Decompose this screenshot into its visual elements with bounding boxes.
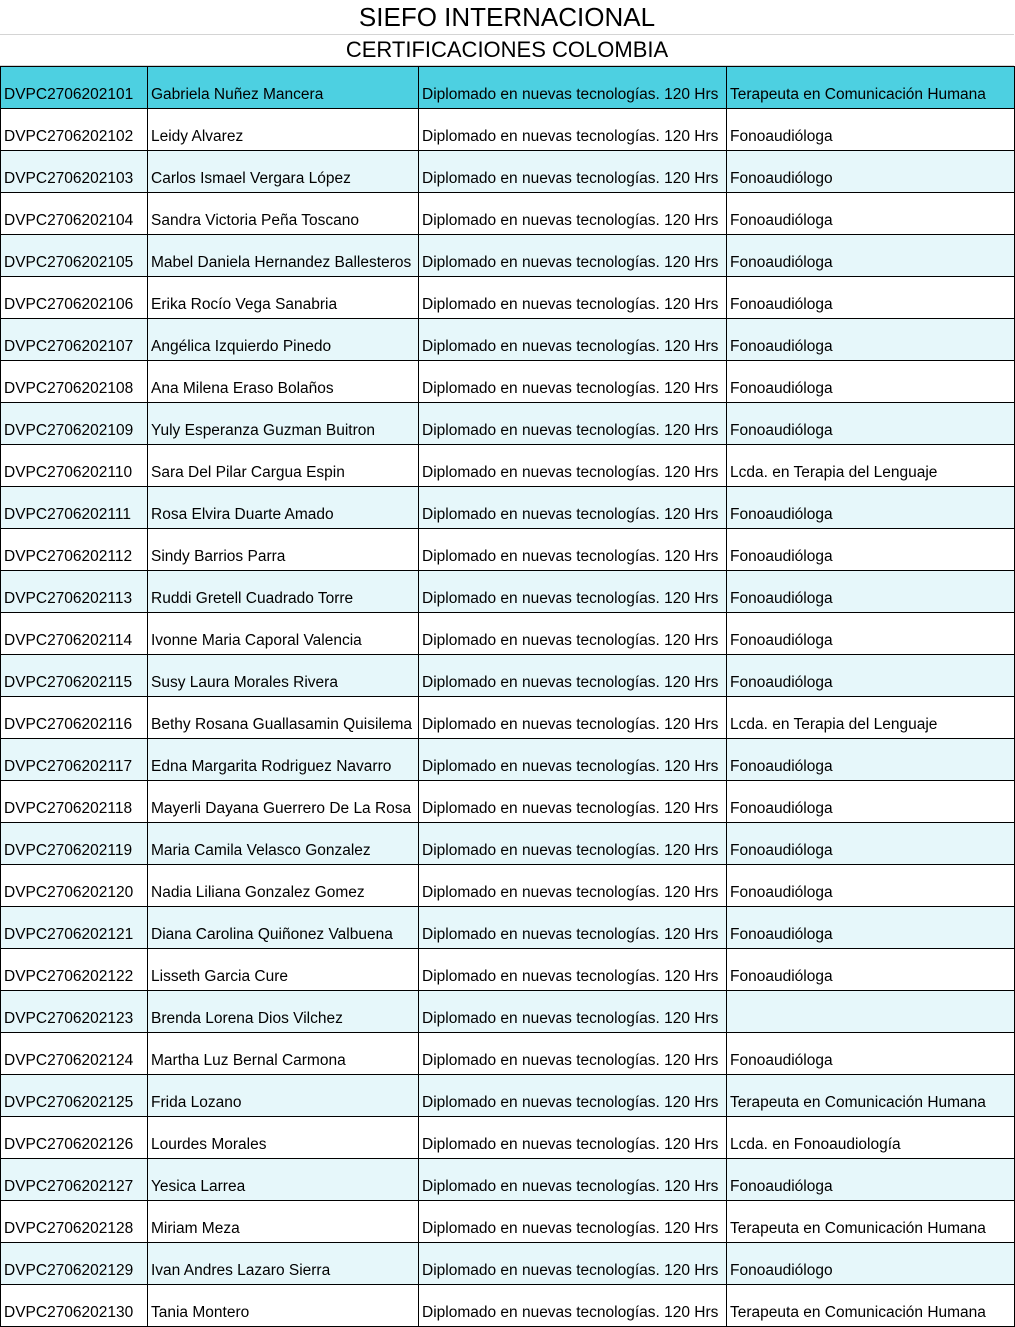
cell-course[interactable]: Diplomado en nuevas tecnologías. 120 Hrs	[419, 1201, 727, 1243]
cell-student-name[interactable]: Sandra Victoria Peña Toscano	[148, 193, 419, 235]
page-subtitle: CERTIFICACIONES COLOMBIA	[345, 37, 669, 62]
cell-certificate-id[interactable]: DVPC2706202103	[1, 151, 148, 193]
cell-profession[interactable]: Terapeuta en Comunicación Humana	[727, 1201, 1015, 1243]
table-row	[1, 403, 1015, 445]
table-row	[1, 907, 1015, 949]
cell-certificate-id[interactable]: DVPC2706202116	[1, 697, 148, 739]
cell-profession[interactable]: Fonoaudiólogo	[727, 151, 1015, 193]
cell-course[interactable]: Diplomado en nuevas tecnologías. 120 Hrs	[419, 67, 727, 109]
cell-course[interactable]: Diplomado en nuevas tecnologías. 120 Hrs	[419, 613, 727, 655]
cell-course[interactable]: Diplomado en nuevas tecnologías. 120 Hrs	[419, 277, 727, 319]
table-row	[1, 865, 1015, 907]
cell-course[interactable]: Diplomado en nuevas tecnologías. 120 Hrs	[419, 487, 727, 529]
cell-student-name[interactable]: Ruddi Gretell Cuadrado Torre	[148, 571, 419, 613]
cell-student-name[interactable]: Susy Laura Morales Rivera	[148, 655, 419, 697]
cell-student-name[interactable]: Lourdes Morales	[148, 1117, 419, 1159]
cell-student-name[interactable]: Ivonne Maria Caporal Valencia	[148, 613, 419, 655]
cell-course[interactable]: Diplomado en nuevas tecnologías. 120 Hrs	[419, 403, 727, 445]
table-row	[1, 445, 1015, 487]
cell-certificate-id[interactable]: DVPC2706202120	[1, 865, 148, 907]
cell-certificate-id[interactable]: DVPC2706202106	[1, 277, 148, 319]
cell-profession[interactable]: Lcda. en Terapia del Lenguaje	[727, 697, 1015, 739]
cell-student-name[interactable]: Yesica Larrea	[148, 1159, 419, 1201]
table-row	[1, 1117, 1015, 1159]
cell-certificate-id[interactable]: DVPC2706202101	[1, 67, 148, 109]
certifications-table-body	[1, 67, 1015, 1327]
cell-certificate-id[interactable]: DVPC2706202112	[1, 529, 148, 571]
table-row	[1, 1243, 1015, 1285]
cell-profession[interactable]: Fonoaudióloga	[727, 1159, 1015, 1201]
cell-profession[interactable]: Fonoaudióloga	[727, 613, 1015, 655]
cell-profession[interactable]: Fonoaudióloga	[727, 949, 1015, 991]
cell-profession[interactable]	[727, 991, 1015, 1033]
cell-student-name[interactable]: Leidy Alvarez	[148, 109, 419, 151]
table-row	[1, 235, 1015, 277]
table-row	[1, 529, 1015, 571]
cell-profession[interactable]: Fonoaudióloga	[727, 277, 1015, 319]
table-row	[1, 991, 1015, 1033]
cell-student-name[interactable]: Brenda Lorena Dios Vilchez	[148, 991, 419, 1033]
cell-student-name[interactable]: Maria Camila Velasco Gonzalez	[148, 823, 419, 865]
cell-course[interactable]: Diplomado en nuevas tecnologías. 120 Hrs	[419, 529, 727, 571]
cell-student-name[interactable]: Tania Montero	[148, 1285, 419, 1327]
cell-certificate-id[interactable]: DVPC2706202107	[1, 319, 148, 361]
cell-profession[interactable]: Fonoaudióloga	[727, 655, 1015, 697]
cell-student-name[interactable]: Sindy Barrios Parra	[148, 529, 419, 571]
cell-course[interactable]: Diplomado en nuevas tecnologías. 120 Hrs	[419, 655, 727, 697]
cell-student-name[interactable]: Frida Lozano	[148, 1075, 419, 1117]
cell-certificate-id[interactable]: DVPC2706202118	[1, 781, 148, 823]
cell-profession[interactable]: Fonoaudióloga	[727, 319, 1015, 361]
cell-profession[interactable]: Lcda. en Fonoaudiología	[727, 1117, 1015, 1159]
cell-certificate-id[interactable]: DVPC2706202110	[1, 445, 148, 487]
cell-student-name[interactable]: Mabel Daniela Hernandez Ballesteros	[148, 235, 419, 277]
cell-certificate-id[interactable]: DVPC2706202111	[1, 487, 148, 529]
table-row	[1, 1285, 1015, 1327]
cell-student-name[interactable]: Martha Luz Bernal Carmona	[148, 1033, 419, 1075]
cell-profession[interactable]: Fonoaudióloga	[727, 529, 1015, 571]
cell-student-name[interactable]: Bethy Rosana Guallasamin Quisilema	[148, 697, 419, 739]
table-row	[1, 571, 1015, 613]
cell-course[interactable]: Diplomado en nuevas tecnologías. 120 Hrs	[419, 571, 727, 613]
cell-certificate-id[interactable]: DVPC2706202126	[1, 1117, 148, 1159]
cell-profession[interactable]: Fonoaudióloga	[727, 739, 1015, 781]
table-row	[1, 823, 1015, 865]
cell-certificate-id[interactable]: DVPC2706202129	[1, 1243, 148, 1285]
cell-certificate-id[interactable]: DVPC2706202114	[1, 613, 148, 655]
cell-course[interactable]: Diplomado en nuevas tecnologías. 120 Hrs	[419, 1117, 727, 1159]
cell-profession[interactable]: Fonoaudióloga	[727, 1033, 1015, 1075]
table-row	[1, 487, 1015, 529]
cell-certificate-id[interactable]: DVPC2706202121	[1, 907, 148, 949]
table-row	[1, 1201, 1015, 1243]
table-row	[1, 109, 1015, 151]
cell-student-name[interactable]: Edna Margarita Rodriguez Navarro	[148, 739, 419, 781]
cell-student-name[interactable]: Rosa Elvira Duarte Amado	[148, 487, 419, 529]
table-row	[1, 739, 1015, 781]
cell-course[interactable]: Diplomado en nuevas tecnologías. 120 Hrs	[419, 193, 727, 235]
cell-certificate-id[interactable]: DVPC2706202125	[1, 1075, 148, 1117]
cell-course[interactable]: Diplomado en nuevas tecnologías. 120 Hrs	[419, 865, 727, 907]
table-row	[1, 1033, 1015, 1075]
cell-certificate-id[interactable]: DVPC2706202122	[1, 949, 148, 991]
cell-certificate-id[interactable]: DVPC2706202115	[1, 655, 148, 697]
table-row	[1, 319, 1015, 361]
cell-course[interactable]: Diplomado en nuevas tecnologías. 120 Hrs	[419, 1159, 727, 1201]
cell-course[interactable]: Diplomado en nuevas tecnologías. 120 Hrs	[419, 823, 727, 865]
cell-course[interactable]: Diplomado en nuevas tecnologías. 120 Hrs	[419, 151, 727, 193]
cell-course[interactable]: Diplomado en nuevas tecnologías. 120 Hrs	[419, 235, 727, 277]
cell-student-name[interactable]: Ana Milena Eraso Bolaños	[148, 361, 419, 403]
cell-course[interactable]: Diplomado en nuevas tecnologías. 120 Hrs	[419, 907, 727, 949]
subtitle-row	[0, 35, 1014, 66]
cell-certificate-id[interactable]: DVPC2706202123	[1, 991, 148, 1033]
table-row	[1, 655, 1015, 697]
cell-profession[interactable]: Terapeuta en Comunicación Humana	[727, 1075, 1015, 1117]
table-row	[1, 1075, 1015, 1117]
cell-profession[interactable]: Fonoaudióloga	[727, 571, 1015, 613]
table-row	[1, 361, 1015, 403]
cell-certificate-id[interactable]: DVPC2706202105	[1, 235, 148, 277]
cell-course[interactable]: Diplomado en nuevas tecnologías. 120 Hrs	[419, 319, 727, 361]
table-row	[1, 949, 1015, 991]
cell-profession[interactable]: Fonoaudióloga	[727, 487, 1015, 529]
cell-profession[interactable]: Fonoaudióloga	[727, 907, 1015, 949]
cell-course[interactable]: Diplomado en nuevas tecnologías. 120 Hrs	[419, 697, 727, 739]
cell-course[interactable]: Diplomado en nuevas tecnologías. 120 Hrs	[419, 781, 727, 823]
cell-course[interactable]: Diplomado en nuevas tecnologías. 120 Hrs	[419, 1033, 727, 1075]
cell-course[interactable]: Diplomado en nuevas tecnologías. 120 Hrs	[419, 109, 727, 151]
cell-profession[interactable]: Fonoaudiólogo	[727, 1243, 1015, 1285]
cell-certificate-id[interactable]: DVPC2706202117	[1, 739, 148, 781]
table-row	[1, 613, 1015, 655]
table-row	[1, 151, 1015, 193]
cell-profession[interactable]: Fonoaudióloga	[727, 193, 1015, 235]
table-row	[1, 1159, 1015, 1201]
cell-certificate-id[interactable]: DVPC2706202109	[1, 403, 148, 445]
cell-profession[interactable]: Fonoaudióloga	[727, 865, 1015, 907]
cell-course[interactable]: Diplomado en nuevas tecnologías. 120 Hrs	[419, 1285, 727, 1327]
cell-certificate-id[interactable]: DVPC2706202104	[1, 193, 148, 235]
certifications-table	[0, 66, 1015, 1327]
cell-student-name[interactable]: Carlos Ismael Vergara López	[148, 151, 419, 193]
cell-student-name[interactable]: Ivan Andres Lazaro Sierra	[148, 1243, 419, 1285]
cell-student-name[interactable]: Diana Carolina Quiñonez Valbuena	[148, 907, 419, 949]
cell-certificate-id[interactable]: DVPC2706202102	[1, 109, 148, 151]
cell-student-name[interactable]: Lisseth Garcia Cure	[148, 949, 419, 991]
cell-profession[interactable]: Fonoaudióloga	[727, 403, 1015, 445]
cell-student-name[interactable]: Gabriela Nuñez Mancera	[148, 67, 419, 109]
cell-certificate-id[interactable]: DVPC2706202124	[1, 1033, 148, 1075]
table-row	[1, 277, 1015, 319]
cell-course[interactable]: Diplomado en nuevas tecnologías. 120 Hrs	[419, 739, 727, 781]
cell-profession[interactable]: Fonoaudióloga	[727, 109, 1015, 151]
title-row	[0, 0, 1014, 35]
cell-course[interactable]: Diplomado en nuevas tecnologías. 120 Hrs	[419, 949, 727, 991]
cell-profession[interactable]: Fonoaudióloga	[727, 823, 1015, 865]
cell-profession[interactable]: Fonoaudióloga	[727, 235, 1015, 277]
cell-course[interactable]: Diplomado en nuevas tecnologías. 120 Hrs	[419, 445, 727, 487]
cell-student-name[interactable]: Miriam Meza	[148, 1201, 419, 1243]
cell-student-name[interactable]: Sara Del Pilar Cargua Espin	[148, 445, 419, 487]
cell-student-name[interactable]: Angélica Izquierdo Pinedo	[148, 319, 419, 361]
cell-profession[interactable]: Fonoaudióloga	[727, 781, 1015, 823]
cell-course[interactable]: Diplomado en nuevas tecnologías. 120 Hrs	[419, 361, 727, 403]
table-row	[1, 193, 1015, 235]
cell-certificate-id[interactable]: DVPC2706202128	[1, 1201, 148, 1243]
cell-profession[interactable]: Lcda. en Terapia del Lenguaje	[727, 445, 1015, 487]
table-row	[1, 67, 1015, 109]
cell-certificate-id[interactable]: DVPC2706202119	[1, 823, 148, 865]
cell-profession[interactable]: Terapeuta en Comunicación Humana	[727, 67, 1015, 109]
cell-certificate-id[interactable]: DVPC2706202130	[1, 1285, 148, 1327]
cell-profession[interactable]: Terapeuta en Comunicación Humana	[727, 1285, 1015, 1327]
cell-profession[interactable]: Fonoaudióloga	[727, 361, 1015, 403]
cell-course[interactable]: Diplomado en nuevas tecnologías. 120 Hrs	[419, 1243, 727, 1285]
cell-course[interactable]: Diplomado en nuevas tecnologías. 120 Hrs	[419, 1075, 727, 1117]
cell-certificate-id[interactable]: DVPC2706202113	[1, 571, 148, 613]
cell-student-name[interactable]: Nadia Liliana Gonzalez Gomez	[148, 865, 419, 907]
cell-certificate-id[interactable]: DVPC2706202108	[1, 361, 148, 403]
page-title: SIEFO INTERNACIONAL	[358, 2, 656, 32]
cell-student-name[interactable]: Yuly Esperanza Guzman Buitron	[148, 403, 419, 445]
table-row	[1, 781, 1015, 823]
cell-course[interactable]: Diplomado en nuevas tecnologías. 120 Hrs	[419, 991, 727, 1033]
cell-certificate-id[interactable]: DVPC2706202127	[1, 1159, 148, 1201]
cell-student-name[interactable]: Mayerli Dayana Guerrero De La Rosa	[148, 781, 419, 823]
cell-student-name[interactable]: Erika Rocío Vega Sanabria	[148, 277, 419, 319]
table-row	[1, 697, 1015, 739]
